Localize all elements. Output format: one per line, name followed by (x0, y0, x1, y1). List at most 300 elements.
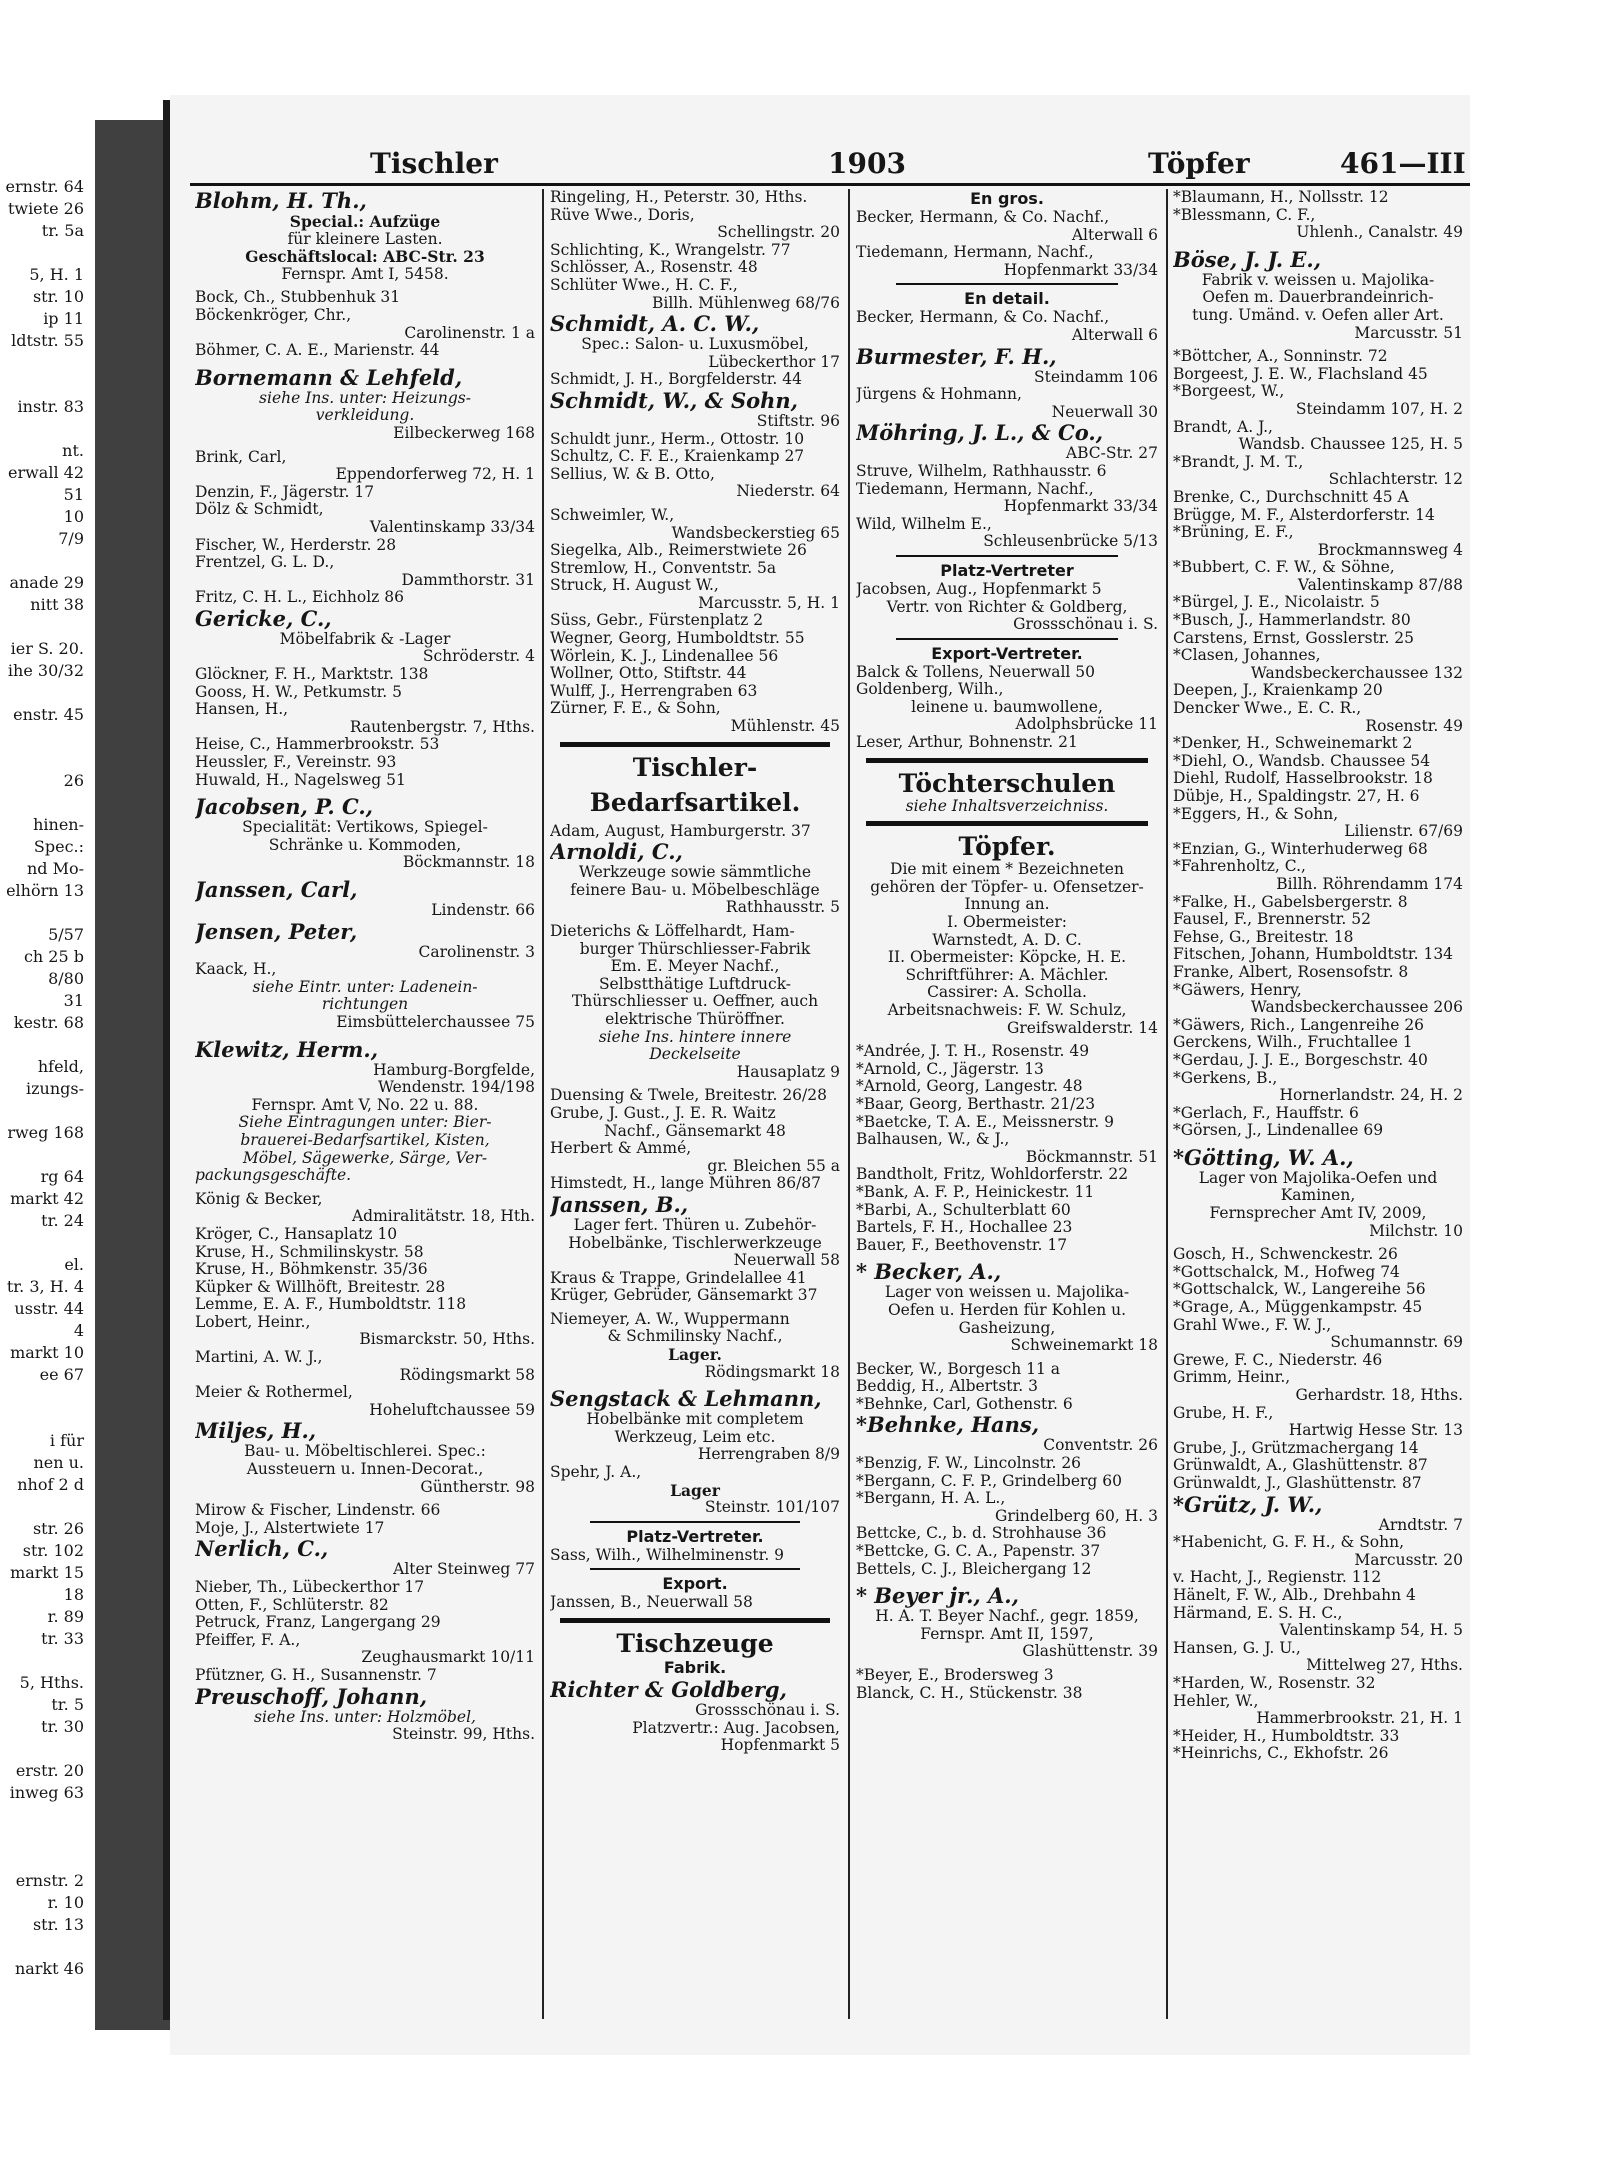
featured-entry-name: Bornemann & Lehfeld, (195, 364, 463, 390)
entry-address: Wandsbeckerstieg 65 (671, 523, 840, 542)
directory-entry: Jürgens & Hohmann, (856, 385, 1022, 404)
prev-page-line: rweg 168 (7, 1123, 84, 1142)
featured-entry-name: Janssen, Carl, (195, 877, 358, 902)
featured-entry-name: Jacobsen, P. C., (195, 794, 373, 820)
directory-entry: Beddig, H., Albertstr. 3 (856, 1377, 1038, 1396)
directory-entry: Brink, Carl, (195, 447, 287, 466)
prev-page-line: markt 15 (10, 1563, 84, 1582)
directory-entry: Spec.: Salon- u. Luxusmöbel, (581, 335, 809, 354)
entry-address: gr. Bleichen 55 a (707, 1156, 840, 1175)
header-right-keyword: Töpfer (1148, 147, 1250, 180)
entry-address: Schweinemarkt 18 (1010, 1336, 1158, 1355)
prev-page-line: r. 10 (47, 1893, 84, 1912)
directory-entry: Hänelt, F. W., Alb., Drehbahn 4 (1173, 1585, 1416, 1604)
section-rule (866, 821, 1148, 826)
directory-entry: für kleinere Lasten. (287, 229, 443, 248)
directory-entry: *Bank, A. F. P., Heinickestr. 11 (856, 1182, 1095, 1201)
featured-entry-name: Sengstack & Lehmann, (550, 1386, 822, 1412)
featured-entry-name: Burmester, F. H., (856, 343, 1057, 369)
directory-entry: Dieterichs & Löffelhardt, Ham- (550, 922, 795, 940)
subsection-heading: Export-Vertreter. (931, 643, 1083, 663)
prev-page-line: erwall 42 (7, 463, 84, 482)
section-rule (866, 758, 1148, 763)
directory-entry: Siegelka, Alb., Reimerstwiete 26 (550, 541, 807, 560)
directory-entry: Nieber, Th., Lübeckerthor 17 (195, 1578, 425, 1596)
directory-entry: Bandtholt, Fritz, Wohldorferstr. 22 (856, 1165, 1129, 1184)
directory-entry: Vertr. von Richter & Goldberg, (886, 597, 1128, 616)
directory-entry: Lager fert. Thüren u. Zubehör- (573, 1215, 817, 1234)
entry-address: Zeughausmarkt 10/11 (361, 1648, 535, 1667)
directory-entry: tung. Umänd. v. Oefen aller Art. (1192, 305, 1444, 324)
directory-entry: Special.: Aufzüge (289, 212, 441, 231)
directory-entry: Aussteuern u. Innen-Decorat., (246, 1460, 484, 1479)
directory-entry: Cassirer: A. Scholla. (927, 983, 1087, 1002)
entry-address: Mittelweg 27, Hths. (1306, 1656, 1463, 1675)
directory-entry: Wegner, Georg, Humboldtstr. 55 (550, 629, 805, 648)
directory-entry: Em. E. Meyer Nachf., (610, 957, 780, 976)
directory-entry: Werkzeug, Leim etc. (614, 1427, 776, 1446)
directory-entry: Struck, H. August W., (550, 576, 719, 595)
entry-address: Hoheluftchaussee 59 (369, 1400, 535, 1419)
directory-entry: *Falke, H., Gabelsbergerstr. 8 (1173, 892, 1408, 911)
directory-entry: leinene u. baumwollene, (911, 697, 1103, 716)
entry-address: Stiftstr. 96 (756, 411, 840, 430)
directory-entry: *Baar, Georg, Berthastr. 21/23 (856, 1094, 1096, 1113)
subsection-heading: En detail. (964, 289, 1050, 309)
entry-note: brauerei-Bedarfsartikel, Kisten, (240, 1130, 490, 1149)
prev-page-line: instr. 83 (17, 397, 84, 416)
prev-page-line: 10 (63, 507, 84, 526)
directory-entry: Kröger, C., Hansaplatz 10 (195, 1224, 398, 1243)
entry-address: Eimsbüttelerchaussee 75 (336, 1012, 535, 1031)
directory-entry: Becker, Hermann, & Co. Nachf., (856, 208, 1110, 226)
directory-entry: Tiedemann, Hermann, Nachf., (856, 479, 1094, 498)
directory-entry: Selbstthätige Luftdruck- (598, 974, 792, 993)
prev-page-line: 8/80 (48, 969, 84, 988)
prev-page-line: markt 10 (10, 1343, 84, 1362)
directory-entry: *Busch, J., Hammerlandstr. 80 (1173, 611, 1411, 630)
directory-entry: Schlösser, A., Rosenstr. 48 (550, 258, 758, 277)
directory-entry: Schriftführer: A. Mächler. (905, 965, 1109, 984)
entry-address: Grossschönau i. S. (1013, 615, 1158, 634)
section-rule (590, 1521, 800, 1523)
prev-page-line: erstr. 20 (15, 1761, 84, 1780)
entry-address: Eppendorferweg 72, H. 1 (335, 465, 535, 484)
directory-entry: Fabrik v. weissen u. Majolika- (1201, 270, 1435, 289)
directory-entry: Heussler, F., Vereinstr. 93 (195, 753, 397, 772)
column-1 (195, 189, 535, 2019)
entry-note: packungsgeschäfte. (195, 1166, 352, 1185)
entry-address: Niederstr. 64 (736, 482, 840, 501)
directory-entry: II. Obermeister: Köpcke, H. E. (887, 948, 1127, 967)
directory-entry: Duensing & Twele, Breitestr. 26/28 (550, 1086, 827, 1105)
directory-entry: *Brandt, J. M. T., (1173, 452, 1304, 471)
entry-address: Conventstr. 26 (1043, 1436, 1158, 1455)
directory-entry: Krüger, Gebrüder, Gänsemarkt 37 (550, 1286, 818, 1305)
entry-address: Steindamm 107, H. 2 (1295, 399, 1463, 418)
directory-entry: Grahl Wwe., F. W. J., (1173, 1315, 1332, 1334)
entry-address: Marcusstr. 5, H. 1 (698, 593, 840, 612)
directory-entry: Hobelbänke, Tischlerwerkzeuge (568, 1233, 822, 1252)
prev-page-line: r. 89 (47, 1607, 84, 1626)
section-heading: Bedarfsartikel. (589, 787, 801, 817)
directory-entry: Frentzel, G. L. D., (195, 553, 335, 572)
entry-address: Lindenstr. 66 (431, 901, 535, 919)
entry-address: Arndtstr. 7 (1378, 1515, 1463, 1534)
directory-entry: Herbert & Ammé, (550, 1139, 692, 1158)
previous-page-fragment (0, 178, 90, 2028)
entry-address: Hopfenmarkt 33/34 (1003, 497, 1158, 516)
featured-entry-name: Richter & Goldberg, (550, 1677, 787, 1702)
prev-page-line: markt 42 (10, 1189, 84, 1208)
directory-entry: Oefen u. Herden für Kohlen u. (887, 1300, 1127, 1319)
directory-entry: elektrische Thüröffner. (605, 1009, 785, 1028)
featured-entry-name: Klewitz, Herm., (195, 1036, 379, 1062)
featured-entry-name: Schmidt, W., & Sohn, (550, 387, 798, 413)
directory-entry: Schränke u. Kommoden, (268, 835, 462, 854)
directory-entry: *Arnold, C., Jägerstr. 13 (856, 1059, 1044, 1078)
directory-entry: *Görsen, J., Lindenallee 69 (1173, 1121, 1384, 1140)
directory-entry: Fitschen, Johann, Humboldtstr. 134 (1173, 945, 1454, 964)
directory-entry: Grünwaldt, J., Glashüttenstr. 87 (1173, 1473, 1422, 1492)
featured-entry-name: Arnoldi, C., (550, 839, 683, 865)
directory-entry: Härmand, E. S. H. C., (1173, 1603, 1343, 1622)
featured-entry-name: * Becker, A., (856, 1259, 1002, 1285)
subsection-heading: Fabrik. (663, 1658, 727, 1677)
directory-entry: Bau- u. Möbeltischlerei. Spec.: (244, 1442, 486, 1461)
directory-entry: *Bergann, H. A. L., (856, 1489, 1006, 1508)
header-rule (190, 183, 1480, 186)
featured-entry-name: Jensen, Peter, (195, 918, 358, 944)
directory-entry: *Gerdau, J. J. E., Borgeschstr. 40 (1173, 1050, 1428, 1069)
entry-address: Steinstr. 101/107 (704, 1498, 840, 1517)
book-gutter (95, 120, 170, 2030)
directory-entry: Grewe, F. C., Niederstr. 46 (1173, 1350, 1383, 1369)
directory-entry: *Gerlach, F., Hauffstr. 6 (1173, 1103, 1359, 1122)
entry-address: Eilbeckerweg 168 (393, 423, 535, 442)
prev-page-line: Spec.: (33, 837, 84, 856)
directory-entry: Brandt, A. J., (1173, 417, 1273, 436)
directory-entry: Diehl, Rudolf, Hasselbrookstr. 18 (1173, 769, 1433, 788)
entry-address: Wendenstr. 194/198 (377, 1078, 535, 1097)
entry-address: Grossschönau i. S. (695, 1701, 840, 1719)
entry-address: ABC-Str. 27 (1065, 444, 1158, 463)
directory-entry: Kaack, H., (195, 960, 277, 979)
directory-entry: Grünwaldt, A., Glashüttenstr. 87 (1173, 1456, 1428, 1475)
prev-page-line: 18 (63, 1585, 84, 1604)
entry-address: Herrengraben 8/9 (697, 1445, 840, 1464)
directory-entry: Wörlein, K. J., Lindenallee 56 (550, 646, 779, 665)
featured-entry-name: *Behnke, Hans, (856, 1412, 1040, 1438)
directory-entry: Grube, J. Gust., J. E. R. Waitz (550, 1103, 776, 1122)
directory-entry: Küpker & Willhöft, Breitestr. 28 (195, 1277, 446, 1296)
directory-entry: Petruck, Franz, Langergang 29 (195, 1613, 441, 1632)
prev-page-line: 5/57 (48, 925, 84, 944)
directory-entry: Pfeiffer, F. A., (195, 1630, 301, 1649)
entry-address: Schleusenbrücke 5/13 (983, 532, 1158, 551)
directory-entry: Meier & Rothermel, (195, 1383, 353, 1402)
entry-address: Grindelberg 60, H. 3 (995, 1506, 1158, 1525)
entry-address: Glashüttenstr. 39 (1022, 1642, 1158, 1661)
entry-address: Adolphsbrücke 11 (1015, 715, 1158, 734)
prev-page-line: str. 26 (32, 1519, 84, 1538)
directory-entry: Werkzeuge sowie sämmtliche (578, 863, 812, 882)
directory-entry: Gerckens, Wilh., Fruchtallee 1 (1173, 1033, 1413, 1052)
directory-page (170, 95, 1470, 2055)
prev-page-line: el. (64, 1255, 84, 1274)
directory-entry: *Arnold, Georg, Langestr. 48 (856, 1077, 1083, 1096)
directory-entry: *Heinrichs, C., Ekhofstr. 26 (1173, 1744, 1389, 1763)
prev-page-line: tr. 3, H. 4 (6, 1277, 84, 1296)
entry-note: Deckelseite (649, 1045, 741, 1064)
directory-entry: Fernspr. Amt V, No. 22 u. 88. (251, 1095, 479, 1114)
directory-entry: Dencker Wwe., E. C. R., (1173, 699, 1362, 718)
directory-entry: Franke, Albert, Rosensofstr. 8 (1173, 962, 1409, 981)
directory-entry: *Diehl, O., Wandsb. Chaussee 54 (1173, 751, 1431, 770)
entry-address: Rathhausstr. 5 (725, 898, 840, 917)
entry-note: richtungen (321, 995, 409, 1014)
directory-entry: Mirow & Fischer, Lindenstr. 66 (195, 1501, 441, 1520)
directory-entry: Goldenberg, Wilh., (856, 680, 1004, 699)
entry-address: Neuerwall 58 (733, 1251, 840, 1270)
directory-entry: *Gäwers, Henry, (1173, 980, 1302, 999)
subsection-heading: En gros. (970, 189, 1044, 208)
section-rule (896, 283, 1118, 285)
featured-entry-name: Böse, J. J. E., (1173, 246, 1322, 272)
directory-entry: *Beyer, E., Brodersweg 3 (856, 1666, 1054, 1684)
directory-entry: *Denker, H., Schweinemarkt 2 (1173, 734, 1413, 753)
blank-margin (1470, 80, 1600, 2050)
featured-entry-name: Preuschoff, Johann, (195, 1683, 428, 1709)
prev-page-line: ernstr. 64 (5, 178, 84, 196)
directory-entry: Arbeitsnachweis: F. W. Schulz, (887, 1001, 1127, 1019)
section-heading: Tischler- (632, 752, 758, 782)
directory-entry: Lobert, Heinr., (195, 1312, 311, 1331)
directory-entry: *Baetcke, T. A. E., Meissnerstr. 9 (856, 1112, 1115, 1131)
prev-page-line: elhörn 13 (6, 881, 84, 900)
directory-entry: Grube, J., Grützmachergang 14 (1173, 1438, 1419, 1457)
header-page-number: 461—III (1340, 147, 1466, 180)
entry-address: Admiralitätstr. 18, Hth. (351, 1207, 535, 1226)
directory-entry: Nachf., Gänsemarkt 48 (604, 1121, 786, 1140)
directory-entry: Wulff, J., Herrengraben 63 (550, 681, 758, 700)
prev-page-line: str. 102 (22, 1541, 84, 1560)
page-header (170, 147, 1470, 181)
directory-entry: v. Hacht, J., Regienstr. 112 (1173, 1568, 1382, 1587)
directory-entry: Sellius, W. & B. Otto, (550, 464, 715, 483)
prev-page-line: tr. 30 (41, 1717, 84, 1736)
entry-address: Böckmannstr. 18 (402, 853, 535, 872)
prev-page-line: ernstr. 2 (15, 1871, 84, 1890)
prev-page-line: tr. 33 (41, 1629, 84, 1648)
directory-entry: Warnstedt, A. D. C. (932, 930, 1082, 949)
directory-entry: Fritz, C. H. L., Eichholz 86 (195, 588, 405, 607)
entry-address: Alter Steinweg 77 (393, 1560, 535, 1579)
directory-entry: Balhausen, W., & J., (856, 1130, 1010, 1149)
directory-entry: Schweimler, W., (550, 505, 675, 524)
directory-entry: Spehr, J. A., (550, 1463, 642, 1482)
directory-entry: Becker, W., Borgesch 11 a (856, 1359, 1061, 1378)
section-heading: Tischzeuge (616, 1629, 774, 1658)
featured-entry-name: Janssen, B., (550, 1191, 689, 1217)
subsection-heading: Export. (662, 1574, 728, 1594)
directory-entry: König & Becker, (195, 1189, 323, 1208)
directory-entry: Süss, Gebr., Fürstenplatz 2 (550, 611, 764, 630)
entry-address: Steinstr. 99, Hths. (392, 1725, 535, 1744)
directory-entry: burger Thürschliesser-Fabrik (579, 939, 811, 958)
directory-entry: Möbelfabrik & -Lager (279, 629, 451, 648)
directory-entry: Dübje, H., Spaldingstr. 27, H. 6 (1173, 787, 1420, 805)
prev-page-line: str. 10 (32, 287, 84, 306)
directory-entry: Sass, Wilh., Wilhelminenstr. 9 (550, 1545, 785, 1564)
directory-entry: Bettels, C. J., Bleichergang 12 (856, 1559, 1092, 1578)
entry-address: Billh. Mühlenweg 68/76 (651, 293, 840, 312)
directory-entry: *Habenicht, G. F. H., & Sohn, (1173, 1533, 1405, 1552)
column-divider (1166, 189, 1168, 2019)
prev-page-line: enstr. 45 (13, 705, 84, 724)
prev-page-line: anade 29 (9, 573, 84, 592)
entry-address: Greifswalderstr. 14 (1006, 1018, 1158, 1037)
directory-entry: Innung an. (964, 895, 1050, 914)
directory-entry: Lager von Majolika-Oefen und (1198, 1168, 1438, 1187)
directory-entry: Böckenkröger, Chr., (195, 305, 352, 324)
prev-page-line: twiete 26 (7, 199, 84, 218)
directory-entry: Niemeyer, A. W., Wuppermann (550, 1309, 790, 1328)
prev-page-line: narkt 46 (14, 1959, 84, 1978)
prev-page-line: nd Mo- (26, 859, 84, 878)
entry-address: Hamburg-Borgfelde, (373, 1060, 535, 1079)
directory-entry: Fehse, G., Breitestr. 18 (1173, 927, 1354, 946)
directory-entry: Borgeest, J. E. W., Flachsland 45 (1173, 364, 1428, 383)
directory-entry: Lager (670, 1480, 720, 1500)
entry-address: Alterwall 6 (1071, 225, 1158, 244)
column-divider (848, 189, 850, 2019)
subsection-heading: Platz-Vertreter. (626, 1526, 764, 1546)
entry-address: Dammthorstr. 31 (401, 570, 535, 589)
entry-address: Rautenbergstr. 7, Hths. (349, 717, 535, 736)
prev-page-line: usstr. 44 (14, 1299, 84, 1318)
directory-entry: *Gottschalck, W., Langereihe 56 (1173, 1280, 1426, 1299)
prev-page-line: 5, Hths. (19, 1673, 84, 1692)
directory-entry: Leser, Arthur, Bohnenstr. 21 (856, 733, 1078, 752)
entry-note: siehe Ins. unter: Holzmöbel, (254, 1707, 476, 1726)
directory-entry: Moje, J., Alstertwiete 17 (195, 1518, 385, 1537)
directory-entry: Jacobsen, Aug., Hopfenmarkt 5 (856, 579, 1102, 598)
directory-entry: Böhmer, C. A. E., Marienstr. 44 (195, 341, 440, 360)
entry-address: Milchstr. 10 (1369, 1221, 1463, 1240)
entry-note: siehe Inhaltsverzeichniss. (905, 796, 1109, 815)
directory-entry: Bettcke, C., b. d. Strohhause 36 (856, 1524, 1107, 1543)
directory-entry: Fernspr. Amt I, 5458. (281, 264, 449, 283)
column-divider (542, 189, 544, 2019)
directory-entry: *Bergann, C. F. P., Grindelberg 60 (856, 1471, 1122, 1490)
directory-entry: Wollner, Otto, Stiftstr. 44 (550, 664, 747, 683)
entry-note: siehe Ins. hintere innere (598, 1027, 792, 1046)
entry-address: Uhlenh., Canalstr. 49 (1296, 223, 1463, 242)
directory-entry: Becker, Hermann, & Co. Nachf., (856, 308, 1110, 327)
directory-entry: *Bubbert, C. F. W., & Söhne, (1173, 558, 1395, 577)
directory-entry: *Gäwers, Rich., Langenreihe 26 (1173, 1015, 1425, 1034)
featured-entry-name: Schmidt, A. C. W., (550, 311, 760, 337)
entry-address: Billh. Röhrendamm 174 (1276, 874, 1463, 893)
entry-address: Gerhardstr. 18, Hths. (1295, 1386, 1463, 1404)
directory-entry: Schuldt junr., Herm., Ottostr. 10 (550, 429, 805, 448)
prev-page-line: ihe 30/32 (7, 661, 84, 680)
directory-entry: Deepen, J., Kraienkamp 20 (1173, 681, 1383, 700)
directory-entry: Gasheizung, (958, 1318, 1056, 1337)
directory-entry: *Borgeest, W., (1173, 382, 1285, 401)
entry-address: Neuerwall 30 (1051, 402, 1158, 421)
directory-entry: Fernspr. Amt II, 1597, (920, 1624, 1094, 1643)
directory-entry: *Andrée, J. T. H., Rosenstr. 49 (856, 1042, 1090, 1061)
directory-entry: *Bürgel, J. E., Nicolaistr. 5 (1173, 593, 1380, 612)
entry-note: Siehe Eintragungen unter: Bier- (238, 1113, 492, 1132)
directory-entry: H. A. T. Beyer Nachf., gegr. 1859, (875, 1607, 1139, 1626)
entry-address: Marcusstr. 20 (1354, 1550, 1463, 1569)
header-left-keyword: Tischler (370, 147, 498, 180)
featured-entry-name: Miljes, H., (195, 1418, 317, 1444)
directory-entry: *Bettcke, G. C. A., Papenstr. 37 (856, 1542, 1101, 1561)
entry-address: Hammerbrookstr. 21, H. 1 (1256, 1709, 1463, 1728)
directory-entry: Lager von weissen u. Majolika- (884, 1283, 1130, 1302)
featured-entry-name: Blohm, H. Th., (195, 189, 367, 213)
header-year: 1903 (828, 147, 906, 180)
prev-page-line: hinen- (33, 815, 84, 834)
entry-address: Böckmannstr. 51 (1025, 1147, 1158, 1166)
featured-entry-name: Nerlich, C., (195, 1536, 329, 1562)
directory-entry: *Barbi, A., Schulterblatt 60 (856, 1200, 1071, 1219)
prev-page-line: kestr. 68 (13, 1013, 84, 1032)
entry-note: Möbel, Sägewerke, Särge, Ver- (242, 1148, 488, 1167)
prev-page-line: ier S. 20. (10, 639, 84, 658)
directory-entry: *Enzian, G., Winterhuderweg 68 (1173, 839, 1428, 858)
entry-address: Bismarckstr. 50, Hths. (359, 1330, 535, 1349)
prev-page-line: 31 (63, 991, 84, 1010)
directory-entry: Grimm, Heinr., (1173, 1368, 1291, 1387)
prev-page-line: hfeld, (37, 1057, 84, 1076)
prev-page-line: i für (49, 1431, 84, 1450)
prev-page-line: ch 25 b (23, 947, 84, 966)
entry-address: Güntherstr. 98 (420, 1477, 535, 1496)
directory-entry: Fausel, F., Brennerstr. 52 (1173, 910, 1371, 929)
entry-address: Valentinskamp 87/88 (1297, 575, 1463, 594)
entry-address: Schellingstr. 20 (717, 223, 840, 242)
entry-address: Rödingsmarkt 18 (704, 1362, 840, 1381)
directory-entry: & Schmilinsky Nachf., (607, 1327, 783, 1346)
entry-address: Rosenstr. 49 (1365, 716, 1463, 735)
column-2 (550, 189, 840, 2019)
directory-entry: Kraus & Trappe, Grindelallee 41 (550, 1268, 807, 1287)
directory-entry: Hansen, H., (195, 700, 289, 719)
prev-page-line: tr. 5a (41, 221, 84, 240)
prev-page-line: rg 64 (40, 1167, 84, 1186)
prev-page-line: 7/9 (58, 529, 84, 548)
subsection-heading: Platz-Vertreter (940, 560, 1074, 580)
directory-entry: Zürner, F. E., & Sohn, (550, 699, 721, 718)
entry-address: Hopfenmarkt 5 (720, 1736, 840, 1755)
directory-entry: Glöckner, F. H., Marktstr. 138 (195, 665, 429, 684)
column-4 (1173, 189, 1463, 2019)
entry-address: Wandsbeckerchaussee 132 (1250, 663, 1463, 682)
directory-entry: *Heider, H., Humboldtstr. 33 (1173, 1726, 1400, 1745)
prev-page-line: ldtstr. 55 (11, 331, 84, 350)
prev-page-line: izungs- (25, 1079, 84, 1098)
entry-address: Carolinenstr. 1 a (404, 323, 535, 342)
directory-entry: Brügge, M. F., Alsterdorferstr. 14 (1173, 505, 1435, 524)
entry-address: Wandsbeckerchaussee 206 (1250, 998, 1463, 1017)
prev-page-line: nitt 38 (30, 595, 84, 614)
directory-entry: I. Obermeister: (946, 913, 1067, 932)
